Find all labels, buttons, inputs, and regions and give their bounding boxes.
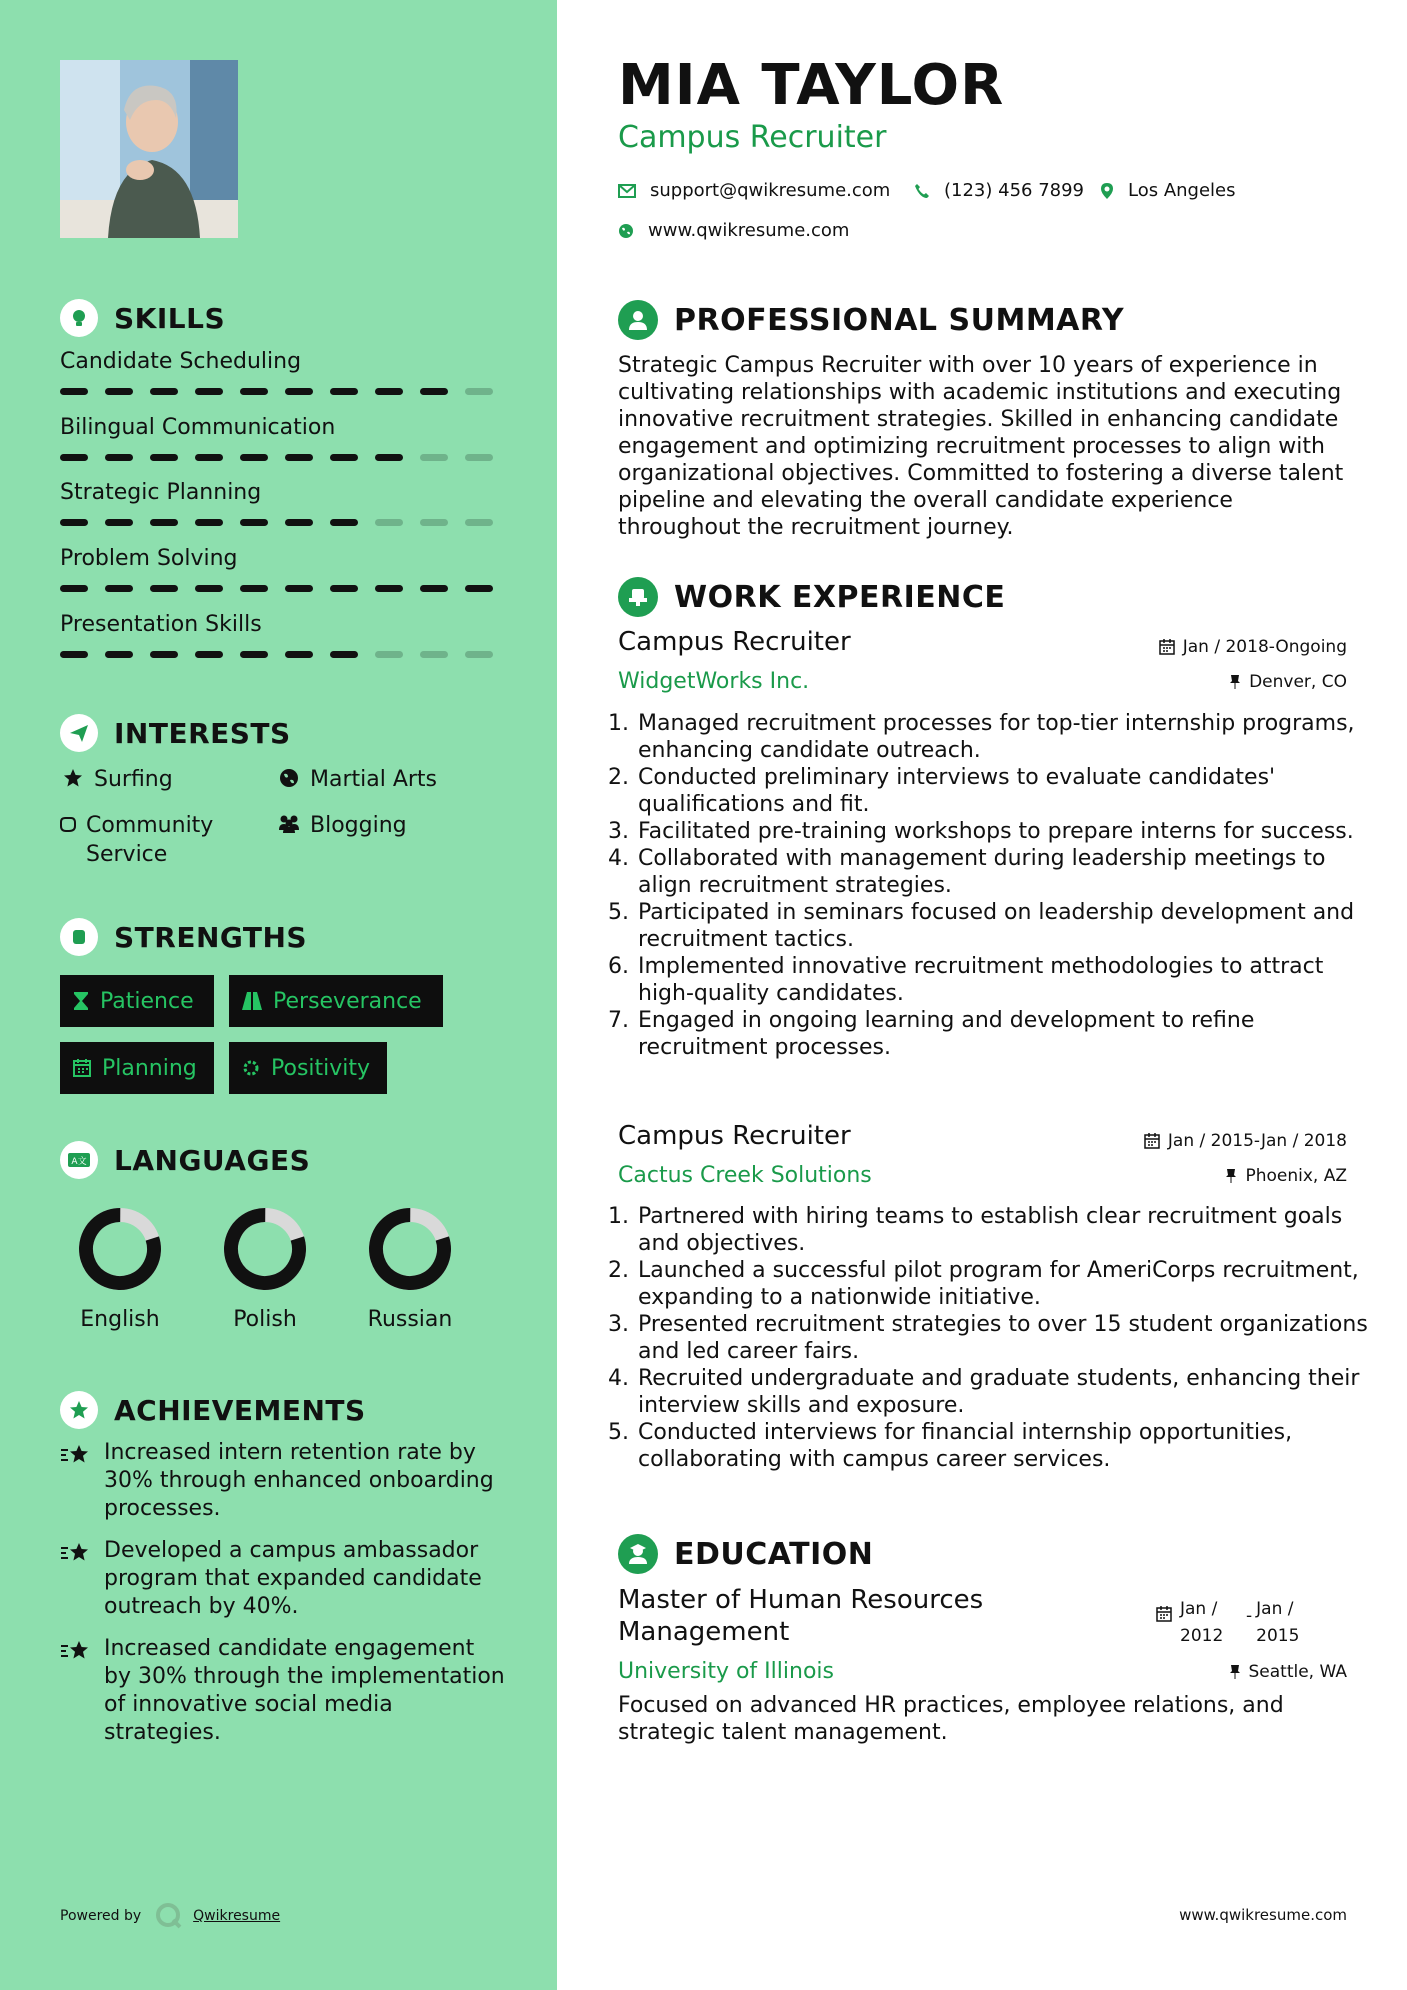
skill-level-segment [375,454,403,461]
skill-level-segment [375,585,403,592]
skill-level-bar [60,454,500,461]
skill-level-segment [105,585,133,592]
job-dates-text: Jan / 2018-Ongoing [1182,637,1347,657]
star-icon [60,1439,104,1523]
job-bullet-list [612,710,1376,1061]
achievement-text: Developed a campus ambassador program that expanded candidate outreach by 40%. [104,1538,482,1619]
skill-level-bar [60,651,500,658]
skill-level-segment [420,519,448,526]
skill-level-segment [60,585,88,592]
phone-contact [914,180,1084,201]
language-item [60,1205,180,1332]
achievement-item [60,1635,505,1747]
skills-heading [60,298,225,338]
skill-level-segment [420,651,448,658]
envelope-icon [618,184,636,198]
interests-heading [60,713,291,753]
website-text[interactable]: www.qwikresume.com [648,220,850,241]
phone-icon [914,183,930,199]
interest-item [58,811,248,869]
skill-level-segment [240,585,268,592]
job-bullet: 3. Presented recruitment strategies to over 15 student organizations and led career fairs. [636,1311,1376,1365]
map-pin-icon [1100,182,1114,200]
skill-level-segment [465,651,493,658]
skill-level-segment [420,585,448,592]
email-contact [618,180,890,201]
skills-title: SKILLS [114,301,226,335]
skill-level-segment [285,519,313,526]
strength-label: Patience [100,988,194,1014]
skill-level-segment [105,388,133,395]
job-bullet-list [612,1203,1376,1473]
experience-title: WORK EXPERIENCE [674,579,1006,615]
education-heading [618,1533,873,1575]
skill-item [60,479,500,526]
job-dates [1144,1131,1347,1151]
achievements-title: ACHIEVEMENTS [114,1393,366,1427]
education-description: Focused on advanced HR practices, employee relations, and strategic talent management. [618,1693,1284,1745]
globe-icon [276,765,302,788]
interest-label: Martial Arts [310,767,438,792]
skill-level-segment [240,651,268,658]
skill-level-segment [285,585,313,592]
skill-item [60,545,500,592]
skill-label: Strategic Planning [60,480,262,505]
fist-icon [60,918,98,956]
skill-level-segment [465,519,493,526]
job-dates [1159,637,1347,657]
location-text: Los Angeles [1128,180,1236,201]
strength-badge [60,975,214,1027]
language-level-ring [366,1205,454,1293]
briefcase-icon [618,577,658,617]
powered-by-label: Powered by [60,1908,142,1924]
skill-level-segment [150,651,178,658]
pushpin-icon [1225,1168,1237,1184]
skill-level-segment [330,585,358,592]
job-dates-text: Jan / 2015-Jan / 2018 [1167,1131,1347,1151]
skill-level-segment [60,388,88,395]
svg-text:A文: A文 [71,1157,87,1167]
skill-level-segment [420,388,448,395]
job-location-text: Phoenix, AZ [1245,1166,1347,1186]
summary-heading [618,299,1124,341]
job-location-text: Denver, CO [1249,672,1347,692]
pushpin-icon [1229,674,1241,690]
job-title: Campus Recruiter [618,627,851,657]
language-ring-fill [367,1206,453,1292]
skill-level-segment [195,519,223,526]
star-icon [60,1635,104,1747]
qwikresume-logo-icon [155,1902,183,1930]
language-label: Polish [233,1307,297,1332]
powered-by [60,1902,280,1930]
interests-title: INTERESTS [114,716,291,750]
language-label: Russian [367,1307,453,1332]
language-item [350,1205,470,1332]
profile-photo [60,60,238,238]
skill-level-segment [195,388,223,395]
skill-level-bar [60,519,500,526]
skill-level-segment [150,388,178,395]
skill-level-segment [330,388,358,395]
hourglass-icon [72,991,90,1011]
job-bullet: 2. Conducted preliminary interviews to evaluate candidates' qualifications and fit. [636,764,1376,818]
qwikresume-link[interactable]: Qwikresume [193,1908,281,1924]
job-bullet: 7. Engaged in ongoing learning and development to refine recruitment processes. [636,1007,1376,1061]
candidate-name: MIA TAYLOR [618,53,1005,118]
interest-item [60,765,173,794]
skill-level-segment [105,519,133,526]
location-contact [1100,180,1236,201]
achievement-text: Increased intern retention rate by 30% through enhanced onboarding processes. [104,1440,494,1521]
language-ring-fill [77,1206,163,1292]
user-icon [618,300,658,340]
school-name: University of Illinois [618,1659,834,1684]
skill-label: Presentation Skills [60,612,262,637]
skill-level-segment [150,454,178,461]
road-icon [241,991,263,1011]
skill-level-segment [195,651,223,658]
skill-level-segment [465,585,493,592]
strength-label: Planning [102,1055,197,1081]
users-icon [276,811,302,834]
skill-level-segment [285,388,313,395]
email-text[interactable]: support@qwikresume.com [650,180,891,201]
job-bullet: 1. Managed recruitment processes for top-tier internship programs, enhancing candidate outreach. [636,710,1376,764]
job-bullet: 4. Recruited undergraduate and graduate students, enhancing their interview skills and exposure. [636,1365,1376,1419]
experience-heading [618,576,1005,618]
summary-title: PROFESSIONAL SUMMARY [674,302,1125,338]
skill-level-segment [195,585,223,592]
skill-level-segment [150,519,178,526]
job-company: Cactus Creek Solutions [618,1163,872,1188]
interest-item [276,765,437,794]
languages-title: LANGUAGES [114,1143,311,1177]
award-star-icon [60,1391,98,1429]
job-bullet: 1. Partnered with hiring teams to establish clear recruitment goals and objectives. [636,1203,1376,1257]
star-icon [60,1537,104,1621]
education-start: Jan / 2012 [1180,1599,1224,1646]
strength-label: Positivity [271,1055,371,1081]
skill-level-segment [330,454,358,461]
languages-heading [60,1140,310,1180]
job-bullet: 4. Collaborated with management during leadership meetings to align recruitment strategies. [636,845,1376,899]
job-bullet: 6. Implemented innovative recruitment methodologies to attract high-quality candidates. [636,953,1376,1007]
star-icon [60,765,86,788]
language-icon [60,1141,98,1179]
skill-level-segment [105,651,133,658]
education-end: Jan / 2015 [1256,1599,1300,1646]
skill-label: Bilingual Communication [60,415,336,440]
date-separator: - [1246,1606,1253,1626]
lightbulb-icon [60,299,98,337]
calendar-icon [1159,639,1175,655]
skill-item [60,414,500,461]
strengths-title: STRENGTHS [114,920,308,954]
job-company: WidgetWorks Inc. [618,669,810,694]
skill-level-segment [330,651,358,658]
skill-level-segment [465,454,493,461]
skill-level-segment [240,388,268,395]
language-label: English [80,1307,160,1332]
interest-label: Surfing [94,767,173,792]
education-location-text: Seattle, WA [1248,1662,1347,1682]
achievements-heading [60,1390,366,1430]
skill-level-bar [60,388,500,395]
education-dates [1156,1596,1312,1650]
skill-level-segment [285,651,313,658]
website-contact [618,220,849,241]
language-level-ring [76,1205,164,1293]
skill-label: Problem Solving [60,546,238,571]
achievement-item [60,1537,505,1621]
summary-text: Strategic Campus Recruiter with over 10 years of experience in cultivating relationships with academic institutions and executing innovative recruitment strategies. Skilled in enhancing candidate engagement and optimizing recruitment processes to align with organizational objectives. Committed to fostering a diverse talent pipeline and elevating the overall candidate experience throughout the recruitment journey. [618,353,1344,540]
calendar-icon [1156,1596,1172,1650]
achievement-text: Increased candidate engagement by 30% through the implementation of innovative social media strategies. [104,1636,505,1745]
skill-level-segment [285,454,313,461]
job-location [1229,672,1347,692]
interest-item [276,811,407,840]
skill-level-segment [195,454,223,461]
skill-level-segment [60,651,88,658]
skill-level-segment [465,388,493,395]
skill-level-segment [240,454,268,461]
skill-level-segment [60,519,88,526]
footer-url[interactable]: www.qwikresume.com [1179,1906,1347,1924]
skill-level-segment [60,454,88,461]
skill-level-segment [375,651,403,658]
calendar-icon [1144,1133,1160,1149]
skill-level-bar [60,585,500,592]
language-level-ring [221,1205,309,1293]
job-bullet: 5. Conducted interviews for financial internship opportunities, collaborating with campus career services. [636,1419,1376,1473]
skill-item [60,348,500,395]
job-location [1225,1166,1347,1186]
skill-level-segment [330,519,358,526]
hand-icon [58,811,78,834]
job-bullet: 5. Participated in seminars focused on leadership development and recruitment tactics. [636,899,1376,953]
job-bullet: 2. Launched a successful pilot program for AmeriCorps recruitment, expanding to a nationwide initiative. [636,1257,1376,1311]
globe-icon [618,223,634,239]
language-item [205,1205,325,1332]
skill-level-segment [375,388,403,395]
graduate-icon [618,1534,658,1574]
achievement-item [60,1439,505,1523]
skill-level-segment [150,585,178,592]
strength-badge [229,975,443,1027]
strengths-heading [60,917,307,957]
phone-text: (123) 456 7899 [944,180,1085,201]
gear-icon [241,1058,261,1078]
skill-level-segment [375,519,403,526]
education-location [1229,1662,1348,1682]
skill-level-segment [420,454,448,461]
education-title: EDUCATION [674,1536,874,1572]
strength-badge [229,1042,387,1094]
degree-title: Master of Human Resources Management [618,1585,984,1647]
pushpin-icon [1229,1664,1241,1680]
skill-item [60,611,500,658]
calendar-icon [72,1058,92,1078]
skill-label: Candidate Scheduling [60,349,302,374]
skill-level-segment [240,519,268,526]
job-title: Campus Recruiter [618,1121,851,1151]
language-ring-fill [222,1206,308,1292]
strength-badge [60,1042,214,1094]
strength-label: Perseverance [273,988,422,1014]
interest-label: Blogging [310,813,407,838]
candidate-role: Campus Recruiter [618,120,887,155]
job-bullet: 3. Facilitated pre-training workshops to prepare interns for success. [636,818,1376,845]
interest-label: Community Service [86,813,214,867]
skill-level-segment [105,454,133,461]
paper-plane-icon [60,714,98,752]
